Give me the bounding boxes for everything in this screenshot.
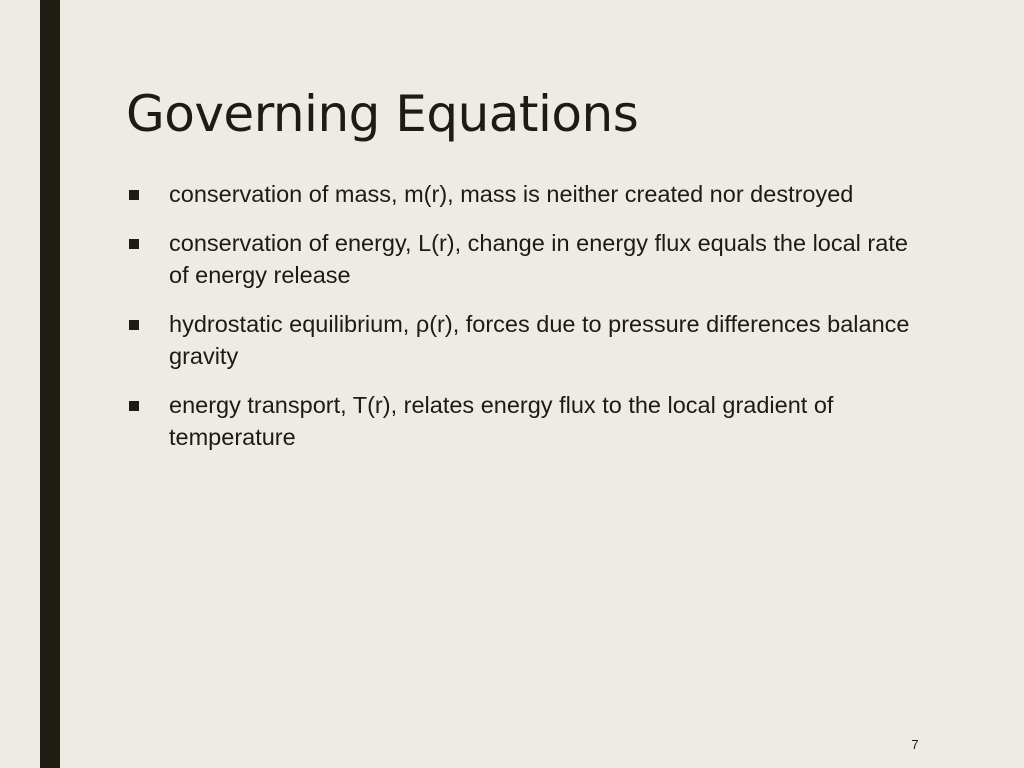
bullet-item-mass	[126, 178, 916, 210]
square-bullet-icon	[129, 239, 139, 249]
bullet-item-transport	[126, 389, 916, 453]
square-bullet-icon	[129, 320, 139, 330]
bullet-list	[126, 178, 916, 470]
square-bullet-icon	[129, 190, 139, 200]
bullet-text: conservation of energy, L(r), change in energy flux equals the local rate of energy release	[169, 230, 908, 288]
bullet-text: hydrostatic equilibrium, ρ(r), forces due to pressure differences balance gravity	[169, 311, 910, 369]
accent-bar	[40, 0, 60, 768]
square-bullet-icon	[129, 401, 139, 411]
bullet-text: conservation of mass, m(r), mass is neither created nor destroyed	[169, 181, 854, 207]
bullet-text: energy transport, T(r), relates energy flux to the local gradient of temperature	[169, 392, 834, 450]
page-number: 7	[911, 737, 919, 752]
bullet-item-hydrostatic	[126, 308, 916, 372]
slide-title: Governing Equations	[126, 85, 639, 143]
bullet-item-energy	[126, 227, 916, 291]
